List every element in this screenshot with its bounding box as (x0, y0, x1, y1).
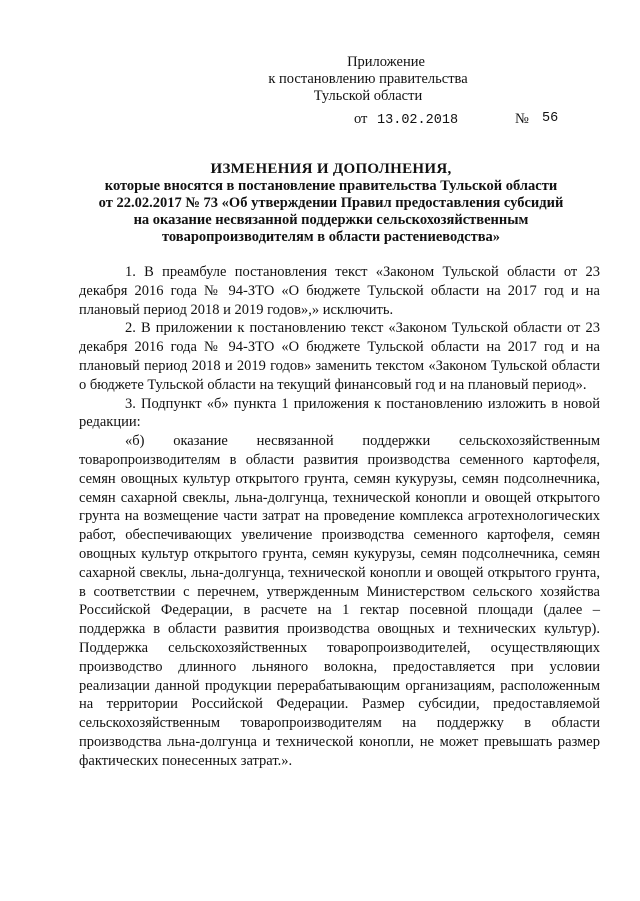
title-line-2: которые вносятся в постановление правительства Тульской области (104, 178, 558, 194)
title-line-4: на оказание несвязанной поддержки сельскохозяйственным (133, 212, 529, 228)
document-title (74, 161, 588, 246)
title-line-5: товаропроизводителям в области растениеводства» (161, 229, 501, 245)
paragraph-3: 3. Подпункт «б» пункта 1 приложения к постановлению изложить в новой редакции: (79, 395, 600, 431)
paragraph-2: 2. В приложении к постановлению текст «Законом Тульской области от 23 декабря 2016 года № 94-ЗТО «О бюджете Тульской области на 2017 год и на плановый период 2018 и 2019 годов» заменить текстом «Законом Тульской области о бюджете Тульской области на текущий финансовый год и на плановый период». (79, 320, 600, 393)
attachment-reference: к постановлению правительства (268, 71, 468, 87)
paragraph-1: 1. В преамбуле постановления текст «Законом Тульской области от 23 декабря 2016 года № 94-ЗТО «О бюджете Тульской области на 2017 год и на плановый период 2018 и 2019 годов»,» исключить. (79, 264, 600, 318)
document-body (79, 263, 600, 771)
paragraph-4-quoted-text: «б) оказание несвязанной поддержки сельскохозяйственным товаропроизводителям в области развития производства семенного картофеля, семян овощных культур открытого грунта, семян кукурузы, семян подсолнечника, семян сахарной свеклы, льна-долгунца, технической конопли и овощей открытого грунта на возмещение части затрат на проведение комплекса агротехнологических работ, обеспечивающих увеличение производства семенного картофеля, семян овощных культур открытого грунта, семян кукурузы, семян подсолнечника, семян сахарной свеклы, льна-долгунца, технической конопли и овощей открытого грунта, в соответствии с перечнем, утвержденным Министерством сельского хозяйства Российской Федерации, в расчете на 1 гектар посевной площади (далее – поддержка в области развития производства овощных и технических культур). Поддержка сельскохозяйственных товаропроизводителей, осуществляющих производство длинного льняного волокна, предоставляется при условии реализации данной продукции перерабатывающим организациям, расположенным на территории Российской Федерации. Размер субсидии, предоставляемой сельскохозяйственным товаропроизводителям на поддержку в области производства льна-долгунца и технической конопли, не может превышать размер фактических понесенных затрат.». (79, 433, 600, 769)
attachment-header (0, 54, 616, 105)
attachment-title: Приложение (347, 54, 425, 70)
attachment-region: Тульской области (313, 88, 423, 104)
date-from-label: от (354, 111, 368, 127)
title-heading: ИЗМЕНЕНИЯ И ДОПОЛНЕНИЯ, (210, 161, 452, 177)
number-label: № (515, 111, 529, 127)
date-number-line (354, 110, 559, 130)
document-date: 13.02.2018 (377, 113, 459, 128)
document-number: 56 (542, 111, 559, 126)
title-line-3: от 22.02.2017 № 73 «Об утверждении Правил предоставления субсидий (98, 195, 564, 211)
